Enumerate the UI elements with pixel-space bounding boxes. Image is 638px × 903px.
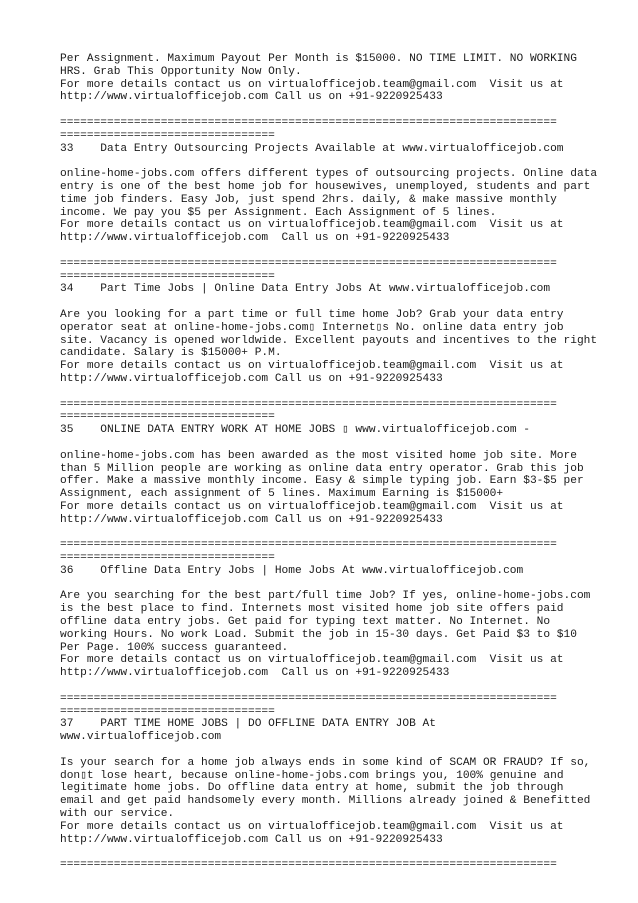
- listing-entry: [60, 104, 600, 245]
- text-line: Per Page. 100% success guaranteed.: [60, 641, 289, 654]
- text-line: legitimate home jobs. Do offline data entry at home, submit the job through: [60, 782, 564, 795]
- document-page: [60, 53, 600, 872]
- text-line: http://www.virtualofficejob.com Call us on +91-9220925433: [60, 833, 443, 846]
- listing-entry: [60, 526, 600, 680]
- intro-block: [60, 53, 600, 104]
- entry-title: 34 Part Time Jobs | Online Data Entry Jobs At www.virtualofficejob.com: [60, 283, 551, 296]
- text-line: Are you looking for a part time or full time home Job? Grab your data entry: [60, 308, 564, 321]
- spacer: [60, 578, 600, 591]
- listing-entry: [60, 386, 600, 527]
- separator-line: ================================: [60, 129, 275, 142]
- entries-list: [60, 104, 600, 872]
- spacer: [60, 846, 600, 859]
- entry-title: www.virtualofficejob.com: [60, 731, 222, 744]
- separator-line: ================================: [60, 705, 275, 718]
- spacer: [60, 526, 600, 539]
- text-line: site. Vacancy is opened worldwide. Excellent payouts and incentives to the right: [60, 334, 598, 347]
- separator-line: ================================: [60, 552, 275, 565]
- text-line: operator seat at online-home-jobs.com▯ Internet▯s No. online data entry job: [60, 321, 564, 334]
- separator-line: ==========================================================================: [60, 257, 557, 270]
- spacer: [60, 680, 600, 693]
- separator-line: ================================: [60, 270, 275, 283]
- spacer: [60, 296, 600, 309]
- text-line: working Hours. No work Load. Submit the job in 15-30 days. Get Paid $3 to $10: [60, 628, 577, 641]
- text-line: For more details contact us on virtualofficejob.team@gmail.com Visit us at: [60, 654, 564, 667]
- text-line: Per Assignment. Maximum Payout Per Month is $15000. NO TIME LIMIT. NO WORKING: [60, 53, 577, 65]
- text-line: email and get paid handsomely every month. Millions already joined & Benefitted: [60, 795, 591, 808]
- text-line: candidate. Salary is $15000+ P.M.: [60, 347, 282, 360]
- text-line: HRS. Grab This Opportunity Now Only.: [60, 65, 302, 78]
- text-line: Are you searching for the best part/full time Job? If yes, online-home-jobs.com: [60, 590, 591, 603]
- text-line: For more details contact us on virtualofficejob.team@gmail.com Visit us at: [60, 219, 564, 232]
- text-line: Assignment, each assignment of 5 lines. Maximum Earning is $15000+: [60, 488, 504, 501]
- separator-line: ==========================================================================: [60, 859, 557, 872]
- separator-line: ==========================================================================: [60, 116, 557, 129]
- text-line: Is your search for a home job always ends in some kind of SCAM OR FRAUD? If so,: [60, 756, 591, 769]
- text-line: offline data entry jobs. Get paid for typing text matter. No Internet. No: [60, 616, 551, 629]
- separator-line: ==========================================================================: [60, 398, 557, 411]
- text-line: http://www.virtualofficejob.com Call us on +91-9220925433: [60, 513, 443, 526]
- separator-line: ================================: [60, 411, 275, 424]
- separator-line: ==========================================================================: [60, 692, 557, 705]
- text-line: For more details contact us on virtualofficejob.team@gmail.com Visit us at: [60, 500, 564, 513]
- text-line: online-home-jobs.com offers different types of outsourcing projects. Online data: [60, 168, 598, 181]
- spacer: [60, 437, 600, 450]
- text-line: http://www.virtualofficejob.com Call us on +91-9220925433: [60, 372, 443, 385]
- text-line: entry is one of the best home job for housewives, unemployed, students and part: [60, 180, 591, 193]
- text-line: offer. Make a massive monthly income. Easy & simple typing job. Earn $3-$5 per: [60, 475, 584, 488]
- listing-entry: [60, 680, 600, 846]
- text-line: income. We pay you $5 per Assignment. Each Assignment of 5 lines.: [60, 206, 497, 219]
- entry-title: 35 ONLINE DATA ENTRY WORK AT HOME JOBS ▯ www.virtualofficejob.com -: [60, 424, 530, 437]
- text-line: http://www.virtualofficejob.com Call us on +91-9220925433: [60, 91, 443, 104]
- entry-title: 36 Offline Data Entry Jobs | Home Jobs At www.virtualofficejob.com: [60, 564, 524, 577]
- text-line: is the best place to find. Internets most visited home job site offers paid: [60, 603, 564, 616]
- text-line: than 5 Million people are working as online data entry operator. Grab this job: [60, 462, 584, 475]
- spacer: [60, 386, 600, 399]
- text-line: don▯t lose heart, because online-home-jobs.com brings you, 100% genuine and: [60, 769, 564, 782]
- spacer: [60, 744, 600, 757]
- listing-entry: [60, 245, 600, 386]
- text-line: http://www.virtualofficejob.com Call us on +91-9220925433: [60, 667, 450, 680]
- text-line: For more details contact us on virtualofficejob.team@gmail.com Visit us at: [60, 78, 564, 91]
- spacer: [60, 245, 600, 258]
- text-line: with our service.: [60, 808, 175, 821]
- text-line: time job finders. Easy Job, just spend 2hrs. daily, & make massive monthly: [60, 193, 557, 206]
- text-line: For more details contact us on virtualofficejob.team@gmail.com Visit us at: [60, 820, 564, 833]
- entry-title: 37 PART TIME HOME JOBS | DO OFFLINE DATA ENTRY JOB At: [60, 718, 436, 731]
- separator-line: ==========================================================================: [60, 539, 557, 552]
- spacer: [60, 155, 600, 168]
- text-line: For more details contact us on virtualofficejob.team@gmail.com Visit us at: [60, 360, 564, 373]
- text-line: http://www.virtualofficejob.com Call us on +91-9220925433: [60, 232, 450, 245]
- text-line: online-home-jobs.com has been awarded as the most visited home job site. More: [60, 449, 577, 462]
- entry-title: 33 Data Entry Outsourcing Projects Available at www.virtualofficejob.com: [60, 142, 564, 155]
- spacer: [60, 104, 600, 117]
